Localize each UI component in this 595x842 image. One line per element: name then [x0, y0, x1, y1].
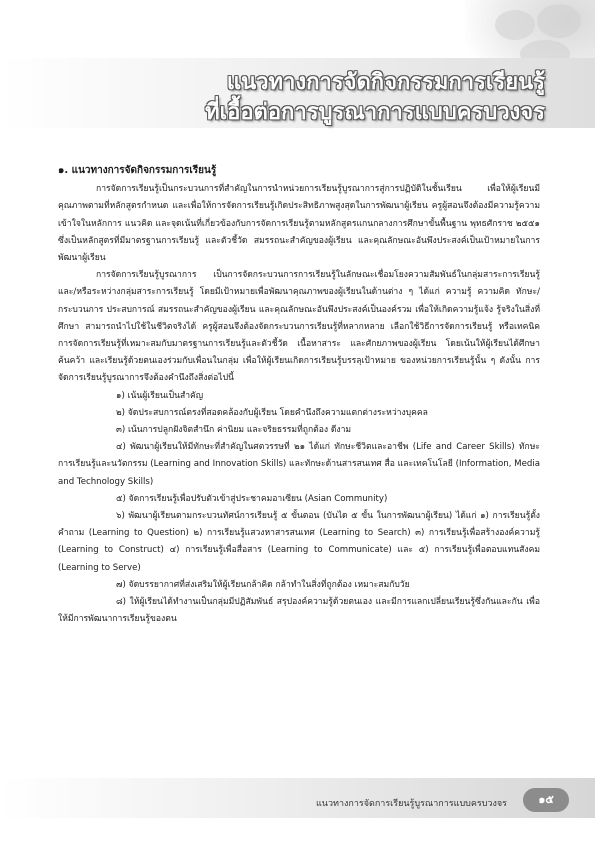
- list-item: [58, 439, 540, 491]
- list-item: ๗) จัดบรรยากาศที่ส่งเสริมให้ผู้เรียนกล้าคิด กล้าทำในสิ่งที่ถูกต้อง เหมาะสมกับวัย: [116, 579, 410, 590]
- list-item: ๕) จัดการเรียนรู้เพื่อปรับตัวเข้าสู่ประชาคมอาเซียน (Asian Community): [116, 493, 388, 504]
- list-item: ๒) จัดประสบการณ์ตรงที่สอดคล้องกับผู้เรียน โดยคำนึงถึงความแตกต่างระหว่างบุคคล: [116, 407, 428, 418]
- running-footer: แนวทางการจัดการเรียนรู้บูรณาการแบบครบวงจร: [316, 799, 507, 809]
- list-item: [58, 594, 540, 628]
- page-number: ๑๕: [523, 788, 569, 812]
- list-item: [58, 508, 540, 577]
- list-item-text: ๘) ให้ผู้เรียนได้ทำงานเป็นกลุ่มมีปฏิสัมพันธ์ สรุปองค์ความรู้ด้วยตนเอง และมีการแลกเปลี่ยนเรียนรู้ซึ่งกันและกัน เพื่อให้มีการพัฒนาการเรียนรู้ของตน: [58, 597, 540, 625]
- page-title-line1: แนวทางการจัดกิจกรรมการเรียนรู้: [226, 70, 545, 95]
- list-item: ๑) เน้นผู้เรียนเป็นสำคัญ: [116, 390, 204, 401]
- list-item-text: ๔) พัฒนาผู้เรียนให้มีทักษะที่สำคัญในศตวรรษที่ ๒๑ ได้แก่ ทักษะชีวิตและอาชีพ (Life and Career Skills) ทักษะการเรียนรู้และนวัตกรรม (Learning and Innovation Skills) และทักษะด้านสารสนเทศ สื่อ และเทคโนโลยี (Information, Media and Technology Skills): [58, 442, 540, 487]
- list-item-text: ๖) พัฒนาผู้เรียนตามกระบวนทัศน์การเรียนรู้ ๕ ขั้นตอน (บันได ๕ ขั้น ในการพัฒนาผู้เรียน) ได้แก่ ๑) การเรียนรู้ตั้งคำถาม (Learning to Question) ๒) การเรียนรู้แสวงหาสารสนเทศ (Learning to Search) ๓) การเรียนรู้เพื่อสร้างองค์ความรู้ (Learning to Construct) ๔) การเรียนรู้เพื่อสื่อสาร (Learning to Communicate) และ ๕) การเรียนรู้เพื่อตอบแทนสังคม (Learning to Serve): [58, 511, 540, 573]
- body-content: [58, 162, 540, 628]
- paragraph: การจัดการเรียนรู้เป็นกระบวนการที่สำคัญในการนำหน่วยการเรียนรู้บูรณาการสู่การปฏิบัติในชั้นเรียน เพื่อให้ผู้เรียนมีคุณภาพตามที่หลักสูตรกำหนด และเพื่อให้การจัดการเรียนรู้เกิดประสิทธิภาพสูงสุดในการพัฒนาผู้เรียน ครูผู้สอนจึงต้องมีความรู้ความเข้าใจในหลักการ แนวคิด และจุดเน้นที่เกี่ยวข้องกับการจัดการเรียนรู้ตามหลักสูตรแกนกลางการศึกษาขั้นพื้นฐาน พุทธศักราช ๒๕๕๑ ซึ่งเป็นหลักสูตรที่มีมาตรฐานการเรียนรู้ และตัวชี้วัด สมรรถนะสำคัญของผู้เรียน และคุณลักษณะอันพึงประสงค์เป็นเป้าหมายในการพัฒนาผู้เรียน: [58, 184, 540, 264]
- section-heading: ๑. แนวทางการจัดกิจกรรมการเรียนรู้: [58, 165, 217, 176]
- paragraph: การจัดการเรียนรู้บูรณาการ เป็นการจัดกระบวนการการเรียนรู้ในลักษณะเชื่อมโยงความสัมพันธ์ในกลุ่มสาระการเรียนรู้ และ/หรือระหว่างกลุ่มสาระการเรียนรู้ โดยมีเป้าหมายเพื่อพัฒนาคุณภาพของผู้เรียนในด้านต่าง ๆ ได้แก่ ความรู้ ความคิด ทักษะ/กระบวนการ ประสบการณ์ สมรรถนะสำคัญของผู้เรียน และคุณลักษณะอันพึงประสงค์เป็นองค์รวม เพื่อให้เกิดความรู้แจ้ง รู้จริงในสิ่งที่ศึกษา สามารถนำไปใช้ในชีวิตจริงได้ ครูผู้สอนจึงต้องจัดกระบวนการเรียนรู้ที่หลากหลาย เลือกใช้วิธีการจัดการเรียนรู้ หรือเทคนิคการจัดการเรียนรู้ที่เหมาะสมกับมาตรฐานการเรียนรู้และตัวชี้วัด เนื้อหาสาระ และศักยภาพของผู้เรียน โดยเน้นให้ผู้เรียนได้ศึกษา ค้นคว้า และเรียนรู้ด้วยตนเองร่วมกับเพื่อนในกลุ่ม เพื่อให้ผู้เรียนเกิดการเรียนรู้บรรลุเป้าหมาย ของหน่วยการเรียนรู้นั้น ๆ ดังนั้น การจัดการเรียนรู้บูรณาการจึงต้องคำนึงถึงสิ่งต่อไปนี้: [58, 270, 540, 384]
- list-item: ๓) เน้นการปลูกฝังจิตสำนึก ค่านิยม และจริยธรรมที่ถูกต้อง ดีงาม: [116, 425, 352, 436]
- page-title-line2: ที่เอื้อต่อการบูรณาการแบบครบวงจร: [205, 100, 545, 125]
